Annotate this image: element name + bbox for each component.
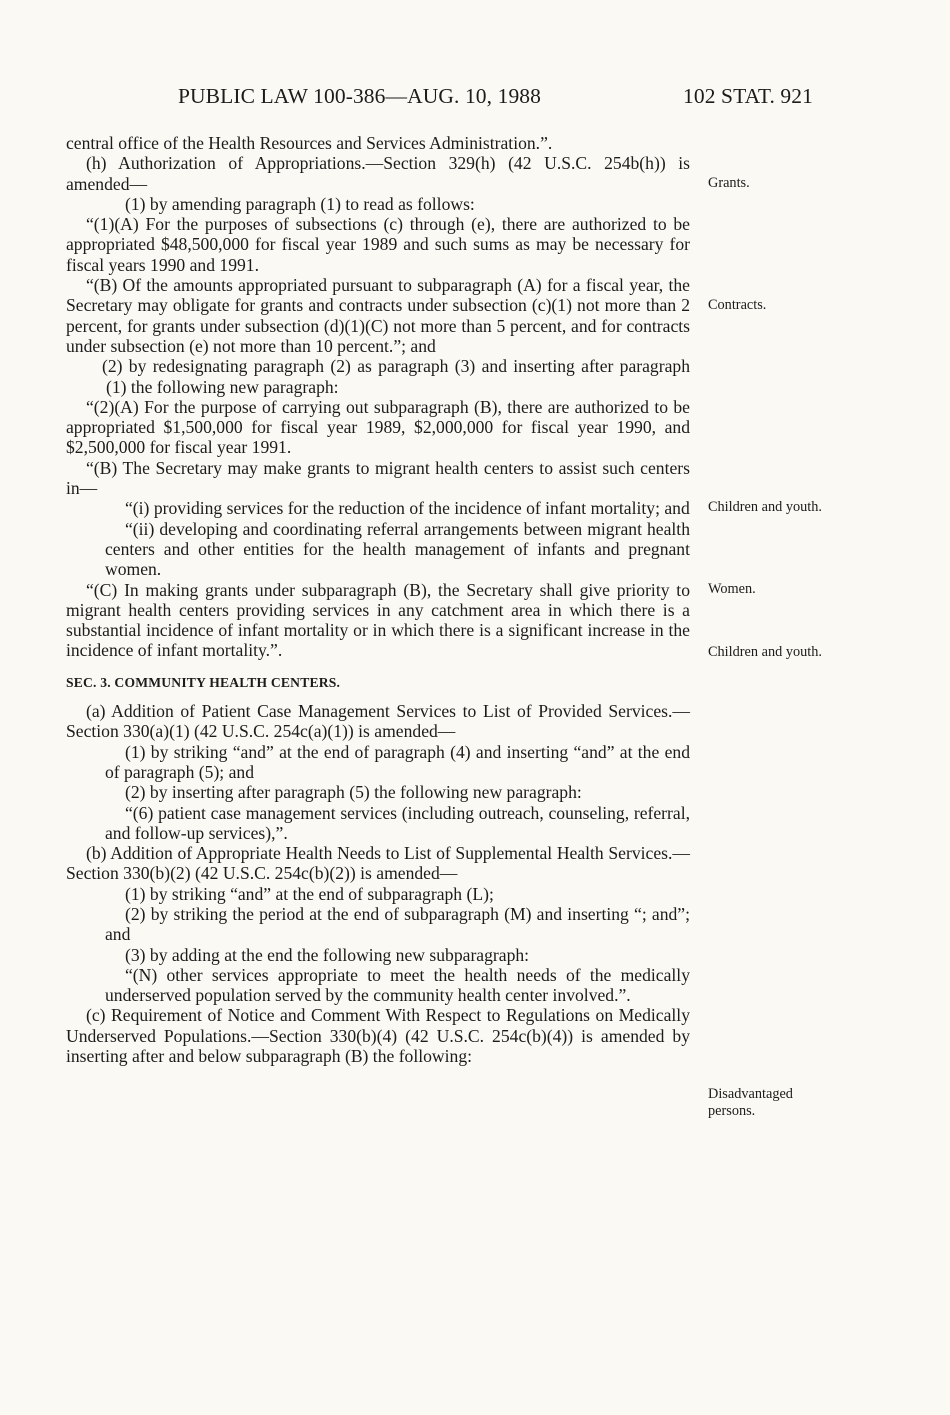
- paragraph: “(C) In making grants under subparagraph (B), the Secretary shall give priority to migrant health centers providing services in any catchment area in which there is a substantial incidence of infant mortality or in which there is a significant increase in the incidence of infant mortality.”.: [66, 579, 690, 661]
- body-text: [66, 133, 690, 1066]
- margin-note: Disadvantaged persons.: [708, 1086, 793, 1119]
- paragraph: (2) by redesignating paragraph (2) as paragraph (3) and inserting after paragraph (1) the following new paragraph:: [102, 356, 690, 397]
- paragraph: central office of the Health Resources and Services Administration.”.: [66, 133, 553, 153]
- margin-note: Contracts.: [708, 297, 767, 313]
- paragraph: “(1)(A) For the purposes of subsections (c) through (e), there are authorized to be appropriated $48,500,000 for fiscal year 1989 and such sums as may be necessary for fiscal years 1990 and 1991.: [66, 214, 690, 275]
- paragraph: “(2)(A) For the purpose of carrying out subparagraph (B), there are authorized to be appropriated $1,500,000 for fiscal year 1989, $2,000,000 for fiscal year 1990, and $2,500,000 for fiscal year 1991.: [66, 396, 690, 458]
- margin-note: Grants.: [708, 175, 750, 191]
- paragraph: “(N) other services appropriate to meet the health needs of the medically underserved population served by the community health center involved.”.: [105, 964, 690, 1006]
- page-header-stat: 102 STAT. 921: [683, 84, 813, 108]
- paragraph: “(B) Of the amounts appropriated pursuant to subparagraph (A) for a fiscal year, the Secretary may obligate for grants and contracts under subsection (c)(1) not more than 2 percent, for grants under subsection (d)(1)(C) not more than 5 percent, and for contracts under subsection (e) not more than 10 percent.”; and: [66, 275, 690, 356]
- paragraph: (2) by inserting after paragraph (5) the following new paragraph:: [125, 782, 582, 803]
- paragraph: “(6) patient case management services (including outreach, counseling, referral, and follow-up services),”.: [105, 802, 690, 843]
- paragraph: “(i) providing services for the reduction of the incidence of infant mortality; and: [125, 498, 690, 519]
- margin-note: Children and youth.: [708, 499, 822, 515]
- margin-note: Children and youth.: [708, 644, 822, 660]
- paragraph: (2) by striking the period at the end of subparagraph (M) and inserting “; and”; and: [105, 903, 690, 945]
- paragraph: (3) by adding at the end the following new subparagraph:: [125, 944, 530, 965]
- section-heading: SEC. 3. COMMUNITY HEALTH CENTERS.: [66, 674, 341, 690]
- paragraph: (b) Addition of Appropriate Health Needs to List of Supplemental Health Services.—Section 330(b)(2) (42 U.S.C. 254c(b)(2)) is amended—: [66, 843, 690, 884]
- paragraph: “(B) The Secretary may make grants to migrant health centers to assist such centers in—: [66, 457, 690, 499]
- paragraph: (1) by striking “and” at the end of paragraph (4) and inserting “and” at the end of paragraph (5); and: [105, 741, 690, 782]
- paragraph: (1) by amending paragraph (1) to read as follows:: [125, 193, 475, 214]
- paragraph: (1) by striking “and” at the end of subparagraph (L);: [125, 883, 494, 904]
- paragraph: (h) Authorization of Appropriations.—Section 329(h) (42 U.S.C. 254b(h)) is amended—: [66, 153, 690, 194]
- page-header-title: PUBLIC LAW 100-386—AUG. 10, 1988: [178, 84, 541, 108]
- paragraph: “(ii) developing and coordinating referral arrangements between migrant health centers and other entities for the health management of infants and pregnant women.: [105, 518, 690, 580]
- paragraph: (c) Requirement of Notice and Comment With Respect to Regulations on Medically Underserved Populations.—Section 330(b)(4) (42 U.S.C. 254c(b)(4)) is amended by inserting after and below subparagraph (B) the following:: [66, 1005, 690, 1067]
- margin-note: Women.: [708, 581, 756, 597]
- paragraph: (a) Addition of Patient Case Management Services to List of Provided Services.—Section 330(a)(1) (42 U.S.C. 254c(a)(1)) is amended—: [66, 701, 690, 742]
